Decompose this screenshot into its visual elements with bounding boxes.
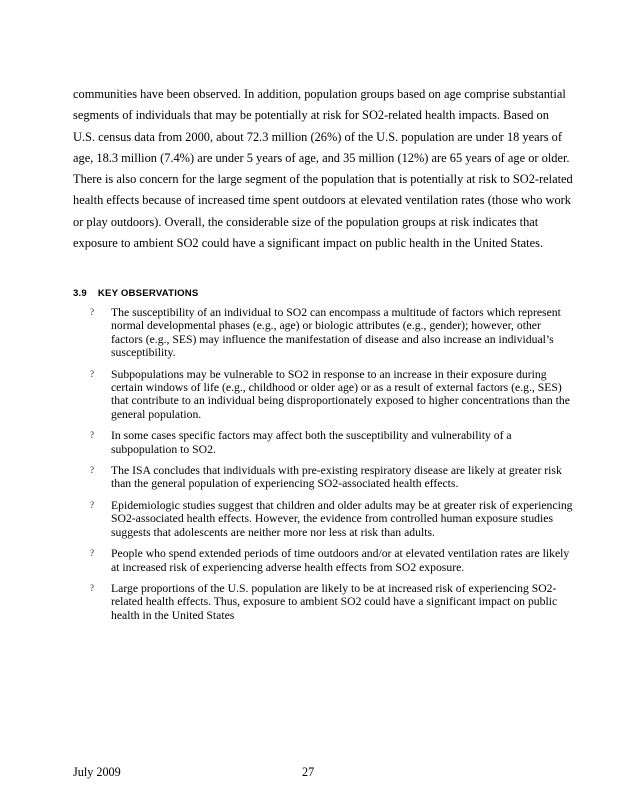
bullet-marker-icon: ? [90, 368, 94, 379]
section-heading [73, 288, 198, 299]
footer-page-number: 27 [302, 765, 315, 779]
bullet-marker-icon: ? [90, 582, 94, 593]
observation-text: People who spend extended periods of time outdoors and/or at elevated ventilation rates are likely at increased risk of experiencing adverse health effects from SO2 exposure. [111, 547, 570, 574]
body-paragraph: communities have been observed. In addition, population groups based on age comprise substantial segments of individuals that may be potentially at risk for SO2-related health impacts. Based on U.S. census data from 2000, about 72.3 million (26%) of the U.S. population are under 18 years of age, 18.3 million (7.4%) are under 5 years of age, and 35 million (12%) are 65 years of age or older. There is also concern for the large segment of the population that is potentially at risk to SO2-related health effects because of increased time spent outdoors at elevated ventilation rates (those who work or play outdoors). Overall, the considerable size of the population groups at risk indicates that exposure to ambient SO2 could have a significant impact on public health in the United States. [73, 87, 573, 251]
key-observations-list [90, 306, 574, 630]
footer-date: July 2009 [73, 765, 121, 779]
observation-text: Epidemiologic studies suggest that children and older adults may be at greater risk of experiencing SO2-associated health effects. However, the evidence from controlled human exposure studies suggests that adolescents are neither more nor less at risk than adults. [111, 498, 573, 539]
bullet-marker-icon: ? [90, 499, 94, 510]
list-item [90, 306, 574, 360]
section-number: 3.9 [73, 288, 87, 299]
bullet-marker-icon: ? [90, 548, 94, 559]
observation-text: Large proportions of the U.S. population are likely to be at increased risk of experiencing SO2-related health effects. Thus, exposure to ambient SO2 could have a significant impact on public health in the United States [111, 581, 558, 622]
list-item [90, 582, 574, 622]
list-item [90, 464, 574, 491]
list-item [90, 499, 574, 539]
list-item [90, 547, 574, 574]
list-item [90, 368, 574, 422]
section-title: KEY OBSERVATIONS [97, 288, 199, 299]
bullet-marker-icon: ? [90, 430, 94, 441]
observation-text: Subpopulations may be vulnerable to SO2 in response to an increase in their exposure during certain windows of life (e.g., childhood or older age) or as a result of external factors (e.g., SES) that contribute to an individual being disproportionately exposed to higher concentrations than the general population. [111, 367, 570, 421]
bullet-marker-icon: ? [90, 307, 94, 317]
bullet-marker-icon: ? [90, 465, 94, 476]
list-item [90, 429, 574, 456]
observation-text: The ISA concludes that individuals with pre-existing respiratory disease are likely at greater risk than the general population of experiencing SO2-associated health effects. [111, 464, 562, 491]
observation-text: In some cases specific factors may affect both the susceptibility and vulnerability of a subpopulation to SO2. [111, 429, 512, 456]
observation-text: The susceptibility of an individual to SO2 can encompass a multitude of factors which represent normal developmental phases (e.g., age) or biologic attributes (e.g., gender); however, other factors (e.g., SES) may influence the manifestation of disease and also increase an individual’s susceptibility. [111, 306, 561, 360]
